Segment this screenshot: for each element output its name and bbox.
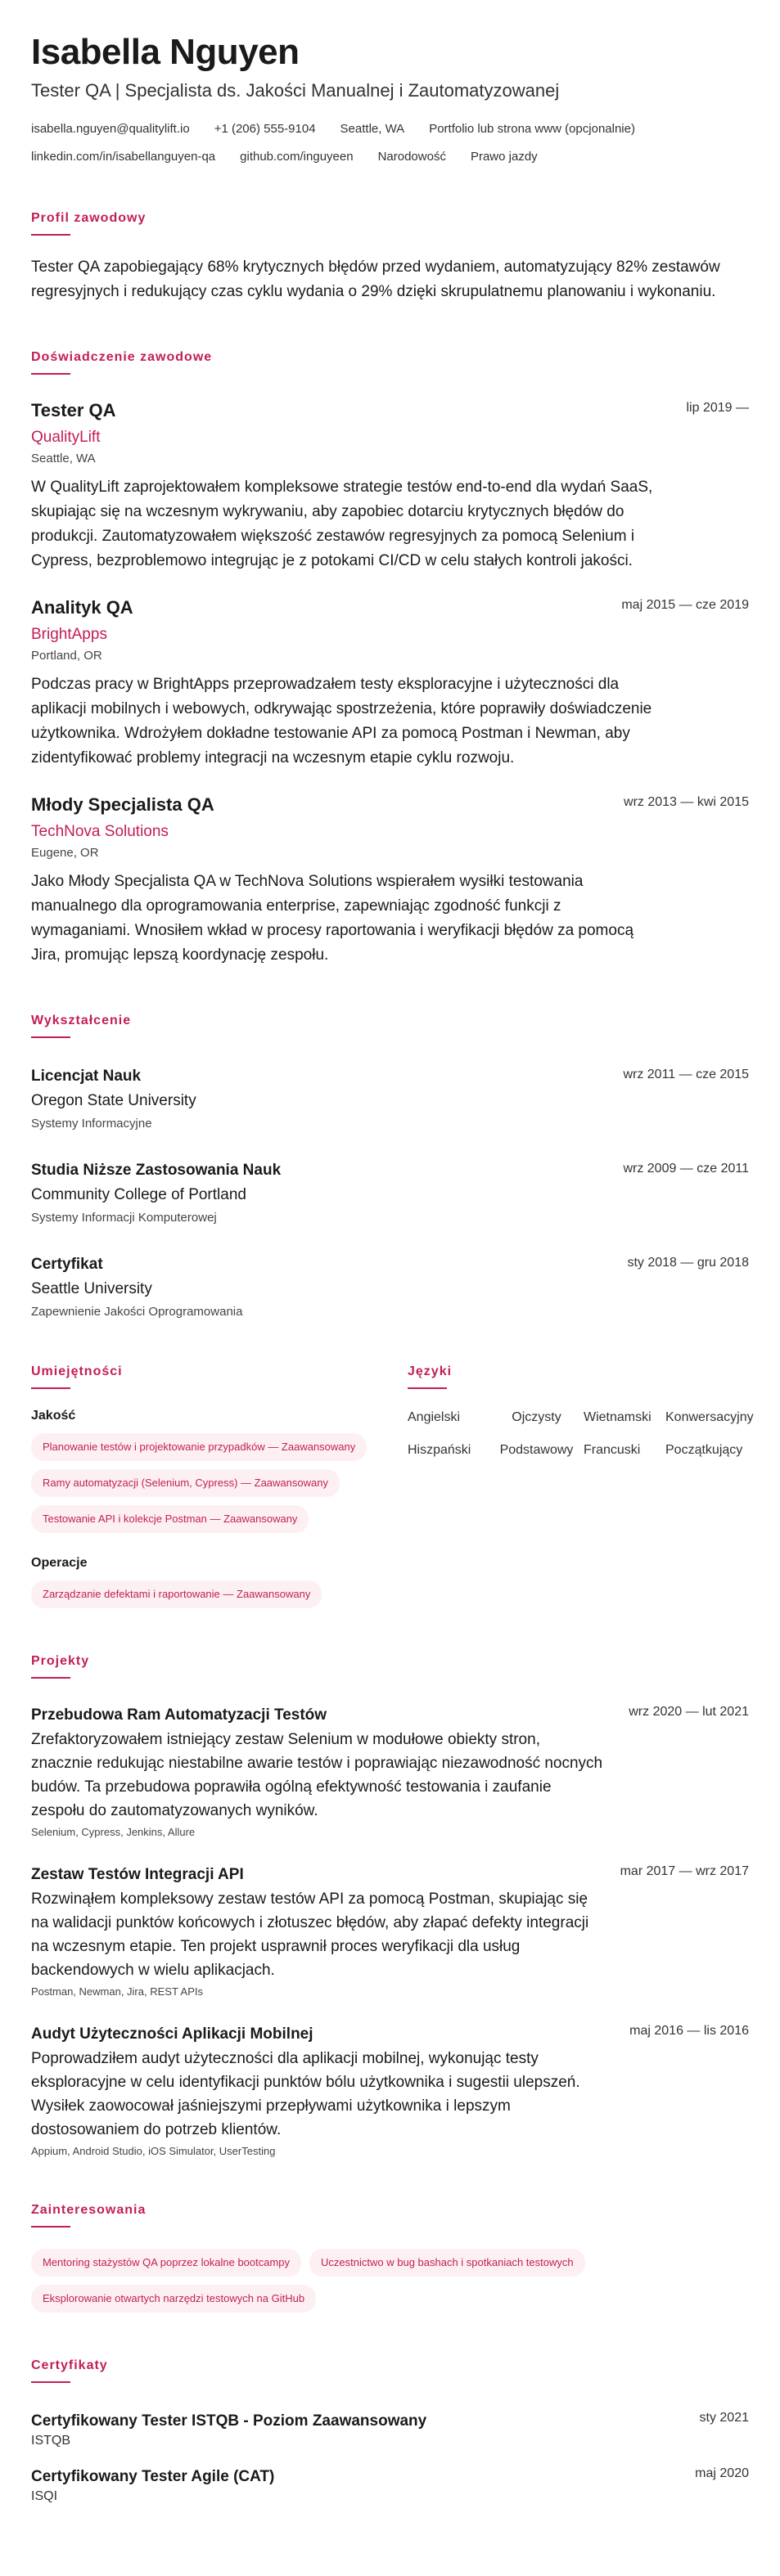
- language-name: Wietnamski: [584, 1410, 652, 1424]
- interest-tag: Eksplorowanie otwartych narzędzi testowych na GitHub: [31, 2285, 316, 2313]
- project-entry: [31, 1864, 749, 1998]
- job-title: Analityk QA: [31, 597, 133, 618]
- project-description: Rozwinąłem kompleksowy zestaw testów API za pomocą Postman, skupiając się na walidacji punktów końcowych i złotuszec błędów, aby złapać defekty integracji na wczesnym etapie. Ten projekt usprawnił proces weryfikacji dla usług backendowych w wielu aplikacjach.: [31, 1890, 589, 1979]
- contact-nationality: Narodowość: [377, 150, 446, 164]
- contact-github[interactable]: github.com/inguyeen: [240, 150, 354, 164]
- education-entry: [31, 1254, 749, 1319]
- job-entry: [31, 399, 749, 573]
- language-name: Francuski: [584, 1443, 641, 1457]
- section-divider: [31, 2381, 70, 2383]
- certificate-issuer: ISQI: [31, 2489, 58, 2503]
- interest-tag: Mentoring stażystów QA poprzez lokalne bootcampy: [31, 2249, 301, 2277]
- education-date: sty 2018 — gru 2018: [627, 1256, 749, 1270]
- project-description: Zrefaktoryzowałem istniejący zestaw Selenium w modułowe obiekty stron, znacznie redukując niestabilne awarie testów i poprawiając niezawodność nocnych budów. Ta przebudowa poprawiła ogólną efektywność testowania i zaufanie zespołu do zautomatyzowanych wyników.: [31, 1731, 603, 1819]
- certificate-title: Certyfikowany Tester ISTQB - Poziom Zaawansowany: [31, 2412, 427, 2430]
- section-title-profile: Profil zawodowy: [31, 211, 147, 225]
- section-title-projects: Projekty: [31, 1654, 90, 1668]
- contact-linkedin[interactable]: linkedin.com/in/isabellanguyen-qa: [31, 150, 216, 164]
- project-description: Poprowadziłem audyt użyteczności dla aplikacji mobilnej, wykonując testy eksploracyjne w celu identyfikacji punktów bólu użytkownika i sugestii ulepszeń. Wysiłek zaowocował jaśniejszymi przepływami użytkownika i lepszym dostosowaniem do potrzeb klientów.: [31, 2050, 580, 2138]
- project-technologies: Appium, Android Studio, iOS Simulator, UserTesting: [31, 2145, 276, 2157]
- section-title-education: Wykształcenie: [31, 1014, 132, 1027]
- candidate-name: Isabella Nguyen: [31, 32, 300, 72]
- job-title: Tester QA: [31, 400, 116, 420]
- section-divider: [31, 1036, 70, 1038]
- candidate-subtitle: Tester QA | Specjalista ds. Jakości Manualnej i Zautomatyzowanej: [31, 80, 560, 101]
- language-name: Hiszpański: [408, 1443, 471, 1457]
- education-entry: [31, 1066, 749, 1131]
- job-title: Młody Specjalista QA: [31, 794, 214, 815]
- certificate-date: maj 2020: [695, 2466, 749, 2480]
- certificate-entry: [31, 2466, 749, 2504]
- skills-column: [31, 1319, 375, 1608]
- education-date: wrz 2009 — cze 2011: [623, 1162, 749, 1176]
- education-field: Zapewnienie Jakości Oprogramowania: [31, 1305, 243, 1319]
- skill-tag: Planowanie testów i projektowanie przypadków — Zaawansowany: [31, 1433, 367, 1461]
- education-degree: Studia Niższe Zastosowania Nauk: [31, 1162, 282, 1179]
- education-field: Systemy Informacji Komputerowej: [31, 1211, 217, 1225]
- section-divider: [408, 1387, 447, 1389]
- skill-tag: Zarządzanie defektami i raportowanie — Zaawansowany: [31, 1580, 322, 1608]
- interest-tag-list: [31, 2249, 735, 2313]
- project-date: wrz 2020 — lut 2021: [629, 1705, 749, 1719]
- certificate-entry: [31, 2411, 749, 2448]
- job-company: BrightApps: [31, 626, 107, 643]
- profile-summary: Tester QA zapobiegający 68% krytycznych błędów przed wydaniem, automatyzujący 82% zestawów regresyjnych i redukujący czas cyklu wydania o 29% dzięki skrupulatnemu planowaniu i wykonaniu.: [31, 258, 720, 300]
- section-divider: [31, 234, 70, 236]
- education-school: Community College of Portland: [31, 1186, 246, 1203]
- section-title-skills: Umiejętności: [31, 1364, 123, 1378]
- job-location: Portland, OR: [31, 649, 102, 663]
- experience-list: [31, 399, 749, 968]
- project-title: Przebudowa Ram Automatyzacji Testów: [31, 1706, 327, 1724]
- skill-category: Jakość: [31, 1409, 76, 1423]
- section-title-languages: Języki: [408, 1364, 453, 1378]
- contact-email[interactable]: isabella.nguyen@qualitylift.io: [31, 122, 190, 136]
- project-technologies: Selenium, Cypress, Jenkins, Allure: [31, 1826, 196, 1838]
- contact-list: [31, 121, 751, 165]
- project-technologies: Postman, Newman, Jira, REST APIs: [31, 1985, 203, 1998]
- contact-portfolio[interactable]: Portfolio lub strona www (opcjonalnie): [429, 122, 635, 136]
- education-entry: [31, 1160, 749, 1225]
- skill-tag-list: [31, 1580, 375, 1608]
- language-level: Początkujący: [665, 1443, 743, 1457]
- language-grid: [408, 1410, 754, 1458]
- contact-location: Seattle, WA: [340, 122, 405, 136]
- section-divider: [31, 2226, 70, 2228]
- education-school: Oregon State University: [31, 1092, 196, 1109]
- certificate-date: sty 2021: [699, 2411, 749, 2425]
- job-company: TechNova Solutions: [31, 823, 169, 840]
- job-description: Podczas pracy w BrightApps przeprowadzałem testy eksploracyjne i użyteczności dla aplikacji mobilnych i webowych, odkrywając spostrzeżenia, które poprawiły doświadczenie użytkownika. Wdrożyłem dokładne testowanie API za pomocą Postman i Newman, aby zidentyfikować problemy integracji na wczesnym etapie cyklu rozwoju.: [31, 676, 652, 767]
- contact-driving-license: Prawo jazdy: [470, 150, 538, 164]
- skills-languages-row: [31, 1319, 754, 1608]
- interest-tag: Uczestnictwo w bug bashach i spotkaniach testowych: [309, 2249, 585, 2277]
- job-date: wrz 2013 — kwi 2015: [624, 795, 749, 809]
- skill-tag-list: [31, 1433, 375, 1533]
- contact-phone[interactable]: +1 (206) 555-9104: [214, 122, 316, 136]
- education-list: [31, 1066, 749, 1319]
- languages-column: [408, 1319, 754, 1608]
- language-level: Konwersacyjny: [665, 1410, 754, 1424]
- education-field: Systemy Informacyjne: [31, 1117, 152, 1131]
- section-title-certificates: Certyfikaty: [31, 2358, 108, 2372]
- certificate-issuer: ISTQB: [31, 2434, 71, 2448]
- project-date: mar 2017 — wrz 2017: [620, 1864, 749, 1878]
- certificate-list: [31, 2411, 749, 2504]
- job-description: W QualityLift zaprojektowałem kompleksowe strategie testów end-to-end dla wydań SaaS, skupiając się na wczesnym wykrywaniu, aby zapobiec dotarciu krytycznych błędów do produkcji. Zautomatyzowałem większość zestawów regresyjnych za pomocą Selenium i Cypress, bezproblemowo integrując je z potokami CI/CD w celu stałych kontroli jakości.: [31, 479, 653, 569]
- skill-tag: Ramy automatyzacji (Selenium, Cypress) — Zaawansowany: [31, 1469, 340, 1497]
- project-title: Zestaw Testów Integracji API: [31, 1866, 244, 1883]
- project-date: maj 2016 — lis 2016: [629, 2024, 749, 2038]
- section-divider: [31, 1387, 70, 1389]
- section-title-interests: Zainteresowania: [31, 2203, 147, 2217]
- project-title: Audyt Użyteczności Aplikacji Mobilnej: [31, 2025, 313, 2043]
- certificate-title: Certyfikowany Tester Agile (CAT): [31, 2468, 275, 2485]
- skill-category: Operacje: [31, 1556, 88, 1570]
- job-location: Seattle, WA: [31, 452, 96, 465]
- education-school: Seattle University: [31, 1280, 152, 1297]
- project-list: [31, 1705, 749, 2157]
- skill-tag: Testowanie API i kolekcje Postman — Zaawansowany: [31, 1505, 309, 1533]
- education-degree: Certyfikat: [31, 1256, 103, 1273]
- section-divider: [31, 373, 70, 375]
- job-date: lip 2019 —: [686, 401, 749, 415]
- section-divider: [31, 1677, 70, 1679]
- job-location: Eugene, OR: [31, 846, 99, 860]
- education-date: wrz 2011 — cze 2015: [623, 1068, 749, 1081]
- education-degree: Licencjat Nauk: [31, 1068, 142, 1085]
- job-entry: [31, 793, 749, 968]
- job-date: maj 2015 — cze 2019: [621, 598, 749, 612]
- project-entry: [31, 2024, 749, 2157]
- job-entry: [31, 596, 749, 771]
- job-description: Jako Młody Specjalista QA w TechNova Solutions wspierałem wysiłki testowania manualnego dla oprogramowania enterprise, zapewniając zgodność funkcji z wymaganiami. Wnosiłem wkład w procesy raportowania i weryfikacji błędów za pomocą Jira, promując lepszą koordynację zespołu.: [31, 873, 634, 964]
- job-company: QualityLift: [31, 429, 101, 446]
- language-name: Angielski: [408, 1410, 461, 1424]
- project-entry: [31, 1705, 749, 1838]
- language-level: Ojczysty: [512, 1410, 561, 1424]
- section-title-experience: Doświadczenie zawodowe: [31, 350, 213, 364]
- language-level: Podstawowy: [499, 1443, 574, 1457]
